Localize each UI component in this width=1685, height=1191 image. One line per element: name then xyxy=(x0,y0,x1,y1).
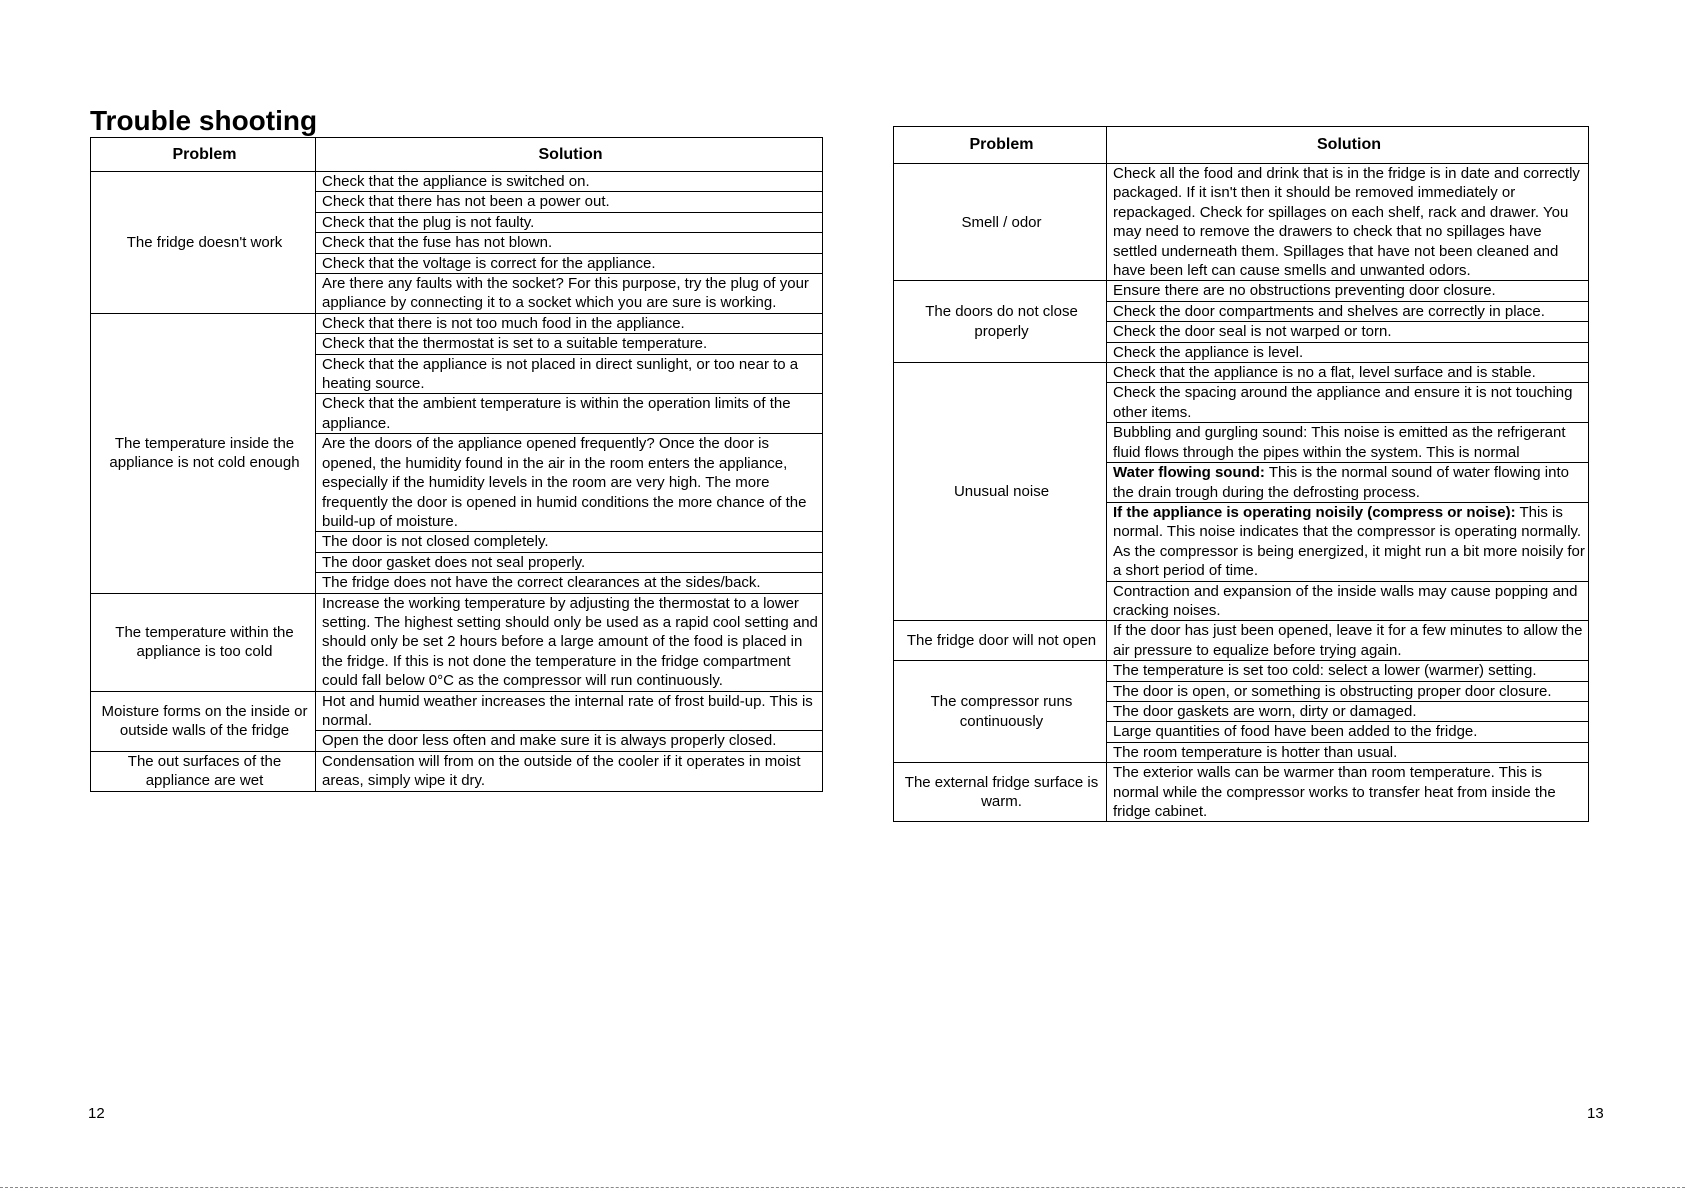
solution-cell: Increase the working temperature by adjusting the thermostat to a lower setting. The highest setting should only be used as a rapid cool setting and should only be set 2 hours before a large amount of the food is placed in the fridge. If this is not done the temperature in the fridge compartment could fall below 0°C as the compressor will run continuously. xyxy=(316,593,823,691)
solution-cell: The room temperature is hotter than usual. xyxy=(1107,742,1589,762)
table-row xyxy=(91,593,823,691)
bottom-divider xyxy=(0,1187,1685,1188)
solution-cell xyxy=(1107,463,1589,503)
solution-cell: Check the appliance is level. xyxy=(1107,342,1589,362)
solution-cell: If the door has just been opened, leave it for a few minutes to allow the air pressure to equalize before trying again. xyxy=(1107,621,1589,661)
solution-header: Solution xyxy=(1107,127,1589,164)
page-number-left: 12 xyxy=(88,1105,105,1122)
table-row xyxy=(91,172,823,192)
solution-cell: Check that the appliance is no a flat, level surface and is stable. xyxy=(1107,363,1589,383)
table-row xyxy=(894,621,1589,661)
solution-cell: Check that there has not been a power out. xyxy=(316,192,823,212)
problem-cell: The temperature inside the appliance is not cold enough xyxy=(91,313,316,593)
table-row xyxy=(91,313,823,333)
page-title: Trouble shooting xyxy=(90,105,318,136)
table-row xyxy=(894,281,1589,301)
solution-text: This is normal. This noise indicates that the compressor is operating normally. As the compressor is being energized, it might run a bit more noisily for a short period of time. xyxy=(1113,503,1585,580)
problem-cell: The doors do not close properly xyxy=(894,281,1107,363)
solution-cell: Check that the thermostat is set to a suitable temperature. xyxy=(316,334,823,354)
solution-cell: Condensation will from on the outside of the cooler if it operates in moist areas, simply wipe it dry. xyxy=(316,751,823,791)
solution-cell: Check that the appliance is not placed in direct sunlight, or too near to a heating source. xyxy=(316,354,823,394)
solution-cell: Bubbling and gurgling sound: This noise is emitted as the refrigerant fluid flows through the pipes within the system. This is normal xyxy=(1107,423,1589,463)
table-row xyxy=(91,691,823,731)
solution-cell: Check the spacing around the appliance and ensure it is not touching other items. xyxy=(1107,383,1589,423)
problem-cell: The out surfaces of the appliance are wet xyxy=(91,751,316,791)
solution-cell: Check all the food and drink that is in the fridge is in date and correctly packaged. If it isn't then it should be removed immediately or repackaged. Check for spillages on each shelf, rack and drawer. You may need to remove the drawers to check that no spillages have settled underneath them. Spillages that have not been cleaned and have been left can cause smells and unwanted odors. xyxy=(1107,164,1589,281)
solution-cell: Ensure there are no obstructions preventing door closure. xyxy=(1107,281,1589,301)
solution-cell: Check that the voltage is correct for the appliance. xyxy=(316,253,823,273)
problem-cell: The fridge doesn't work xyxy=(91,172,316,314)
solution-cell: Check the door compartments and shelves are correctly in place. xyxy=(1107,301,1589,321)
solution-header: Solution xyxy=(316,138,823,172)
solution-cell: The door gaskets are worn, dirty or damaged. xyxy=(1107,701,1589,721)
table-row xyxy=(91,751,823,791)
problem-cell: The external fridge surface is warm. xyxy=(894,763,1107,822)
solution-cell: The door is open, or something is obstructing proper door closure. xyxy=(1107,681,1589,701)
solution-cell: The door is not closed completely. xyxy=(316,532,823,552)
solution-cell: Hot and humid weather increases the internal rate of frost build-up. This is normal. xyxy=(316,691,823,731)
solution-cell xyxy=(1107,502,1589,581)
table-row xyxy=(894,363,1589,383)
problem-header: Problem xyxy=(894,127,1107,164)
solution-cell: Open the door less often and make sure it is always properly closed. xyxy=(316,731,823,751)
table-header-row xyxy=(91,138,823,172)
troubleshooting-table-left xyxy=(90,137,823,792)
problem-cell: The compressor runs continuously xyxy=(894,661,1107,763)
solution-cell: Are there any faults with the socket? For this purpose, try the plug of your appliance by connecting it to a socket which you are sure is working. xyxy=(316,274,823,314)
problem-cell: The fridge door will not open xyxy=(894,621,1107,661)
solution-lead-text: If the appliance is operating noisily (compress or noise): xyxy=(1113,503,1516,521)
problem-cell: Unusual noise xyxy=(894,363,1107,621)
solution-cell: The exterior walls can be warmer than room temperature. This is normal while the compressor works to transfer heat from inside the fridge cabinet. xyxy=(1107,763,1589,822)
problem-header: Problem xyxy=(91,138,316,172)
solution-cell: The fridge does not have the correct clearances at the sides/back. xyxy=(316,573,823,593)
solution-cell: Check that the ambient temperature is within the operation limits of the appliance. xyxy=(316,394,823,434)
solution-cell: The temperature is set too cold: select a lower (warmer) setting. xyxy=(1107,661,1589,681)
problem-cell: Smell / odor xyxy=(894,164,1107,281)
solution-cell: Check that the plug is not faulty. xyxy=(316,212,823,232)
page-number-right: 13 xyxy=(1587,1105,1604,1122)
solution-text: This is the normal sound of water flowing into the drain trough during the defrosting process. xyxy=(1113,464,1569,501)
troubleshooting-table-right xyxy=(893,126,1589,822)
solution-cell: Check the door seal is not warped or torn. xyxy=(1107,322,1589,342)
solution-cell: Check that there is not too much food in the appliance. xyxy=(316,313,823,333)
solution-cell: The door gasket does not seal properly. xyxy=(316,552,823,572)
solution-cell: Large quantities of food have been added to the fridge. xyxy=(1107,722,1589,742)
solution-cell: Contraction and expansion of the inside walls may cause popping and cracking noises. xyxy=(1107,581,1589,621)
solution-lead-text: Water flowing sound: xyxy=(1113,464,1265,482)
table-row xyxy=(894,661,1589,681)
table-row xyxy=(894,763,1589,822)
solution-cell: Check that the fuse has not blown. xyxy=(316,233,823,253)
solution-cell: Check that the appliance is switched on. xyxy=(316,172,823,192)
solution-cell: Are the doors of the appliance opened frequently? Once the door is opened, the humidity found in the air in the room enters the appliance, especially if the humidity levels in the room are very high. The more frequently the door is opened in humid conditions the more chance of the build-up of moisture. xyxy=(316,434,823,532)
problem-cell: Moisture forms on the inside or outside walls of the fridge xyxy=(91,691,316,751)
problem-cell: The temperature within the appliance is too cold xyxy=(91,593,316,691)
table-row xyxy=(894,164,1589,281)
table-header-row xyxy=(894,127,1589,164)
